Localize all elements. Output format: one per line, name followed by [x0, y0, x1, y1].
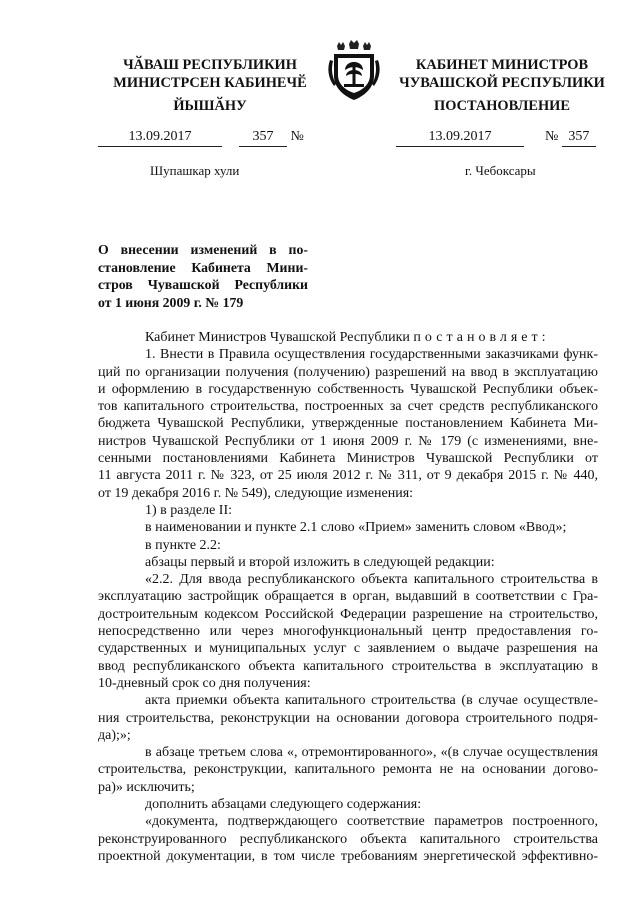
body-line: ций по организации получения (получению) разрешений на ввод в эксплуатацию	[98, 364, 598, 380]
body-line: 1) в разделе II:	[145, 502, 233, 518]
body-line: проектной документации, в том числе требованиям энергетической эффективно-	[98, 848, 598, 864]
document-body	[98, 329, 598, 865]
body-line: нистров Чувашской Республики от 1 июня 2009 г. № 179 (с изменениями, вне-	[98, 433, 598, 449]
body-line: достроительным кодексом Российской Федерации разрешение на строительство,	[98, 606, 598, 622]
number-sign-right: №	[545, 129, 559, 144]
body-line: в абзаце третьем слова «, отремонтированного», «(в случае осуществления	[145, 745, 598, 761]
body-line: абзацы первый и второй изложить в следующей редакции:	[145, 554, 495, 570]
body-line: 1. Внести в Правила осуществления государственными заказчиками функ-	[145, 347, 598, 363]
body-line: 10-дневный срок со дня получения:	[98, 675, 311, 691]
body-line: сенными постановлениями Кабинета Министров Чувашской Республики от	[98, 451, 598, 467]
subject-line: стров Чувашской Республики	[98, 277, 308, 292]
body-line: от 19 декабря 2016 г. № 549), следующие изменения:	[98, 485, 414, 501]
date-left: 13.09.2017	[98, 128, 222, 147]
body-line: ра)» исключить;	[98, 779, 195, 795]
body-line: реконструированного республиканского объекта капитального строительства	[98, 831, 598, 847]
header-left-title: ЙЫШӐНУ	[173, 98, 247, 114]
body-line: и оформлению в государственную собственность Чувашской Республики объек-	[98, 381, 598, 397]
body-line: строительства, реконструкции, капитального ремонта не на основании догово-	[98, 762, 598, 778]
body-line: «документа, подтверждающего соответствие параметров построенного,	[145, 814, 598, 830]
date-line-left	[98, 128, 304, 147]
header-left-line2: МИНИСТРСЕН КАБИНЕЧӖ	[113, 75, 307, 91]
number-right: 357	[562, 128, 596, 147]
body-line: в наименовании и пункте 2.1 слово «Прием» заменить словом «Ввод»;	[145, 520, 567, 536]
body-line: «2.2. Для ввода республиканского объекта капитального строительства в	[145, 572, 598, 588]
chuvash-republic-emblem-icon	[326, 40, 382, 104]
preamble-spaced: постановляет:	[413, 330, 550, 345]
subject-line: от 1 июня 2009 г. № 179	[98, 294, 244, 310]
date-right: 13.09.2017	[396, 128, 524, 147]
body-line: 11 августа 2011 г. № 323, от 25 июля 2012 г. № 311, от 9 декабря 2015 г. № 440,	[98, 468, 598, 484]
subject-line: становление Кабинета Мини-	[98, 259, 308, 275]
body-line: дополнить абзацами следующего содержания:	[145, 797, 422, 813]
body-line: ния строительства, реконструкции на основании договора строительного подря-	[98, 710, 598, 726]
subject-line: О внесении изменений в по-	[98, 242, 308, 257]
body-line: да);»;	[98, 727, 131, 743]
body-line: сударственных и муниципальных услуг с заявлением о выдаче разрешения на	[98, 641, 598, 657]
document-subject	[98, 241, 308, 311]
place-left: Шупашкар хули	[150, 163, 240, 178]
header-left-line1: ЧӐВАШ РЕСПУБЛИКИН	[123, 57, 297, 73]
body-line: в пункте 2.2:	[145, 537, 221, 553]
header-right-ministry	[395, 56, 609, 92]
body-line: тов капитального строительства, построенных за счет средств республиканского	[98, 399, 598, 415]
header-right-title: ПОСТАНОВЛЕНИЕ	[434, 98, 570, 114]
body-line: ввод республиканского объекта капитального строительства в эксплуатацию в	[98, 658, 598, 674]
preamble-text: Кабинет Министров Чувашской Республики	[145, 330, 410, 345]
body-line: эксплуатацию застройщик обращается в орган, выдавший в соответствии с Гра-	[98, 589, 598, 605]
body-line: непосредственно или через многофункциональный центр предоставления го-	[98, 624, 598, 640]
date-line-right	[396, 128, 596, 147]
body-line: акта приемки объекта капитального строительства (в случае осуществле-	[145, 693, 598, 709]
number-left: 357	[239, 128, 287, 147]
number-sign-left: №	[290, 129, 304, 144]
header-right-line1: КАБИНЕТ МИНИСТРОВ	[415, 57, 589, 73]
header-right-line2: ЧУВАШСКОЙ РЕСПУБЛИКИ	[399, 75, 605, 91]
body-line: бюджета Чувашской Республики, утвержденные постановлением Кабинета Ми-	[98, 416, 598, 432]
header-left-ministry	[106, 56, 314, 92]
preamble	[98, 329, 598, 346]
place-right: г. Чебоксары	[465, 163, 536, 178]
